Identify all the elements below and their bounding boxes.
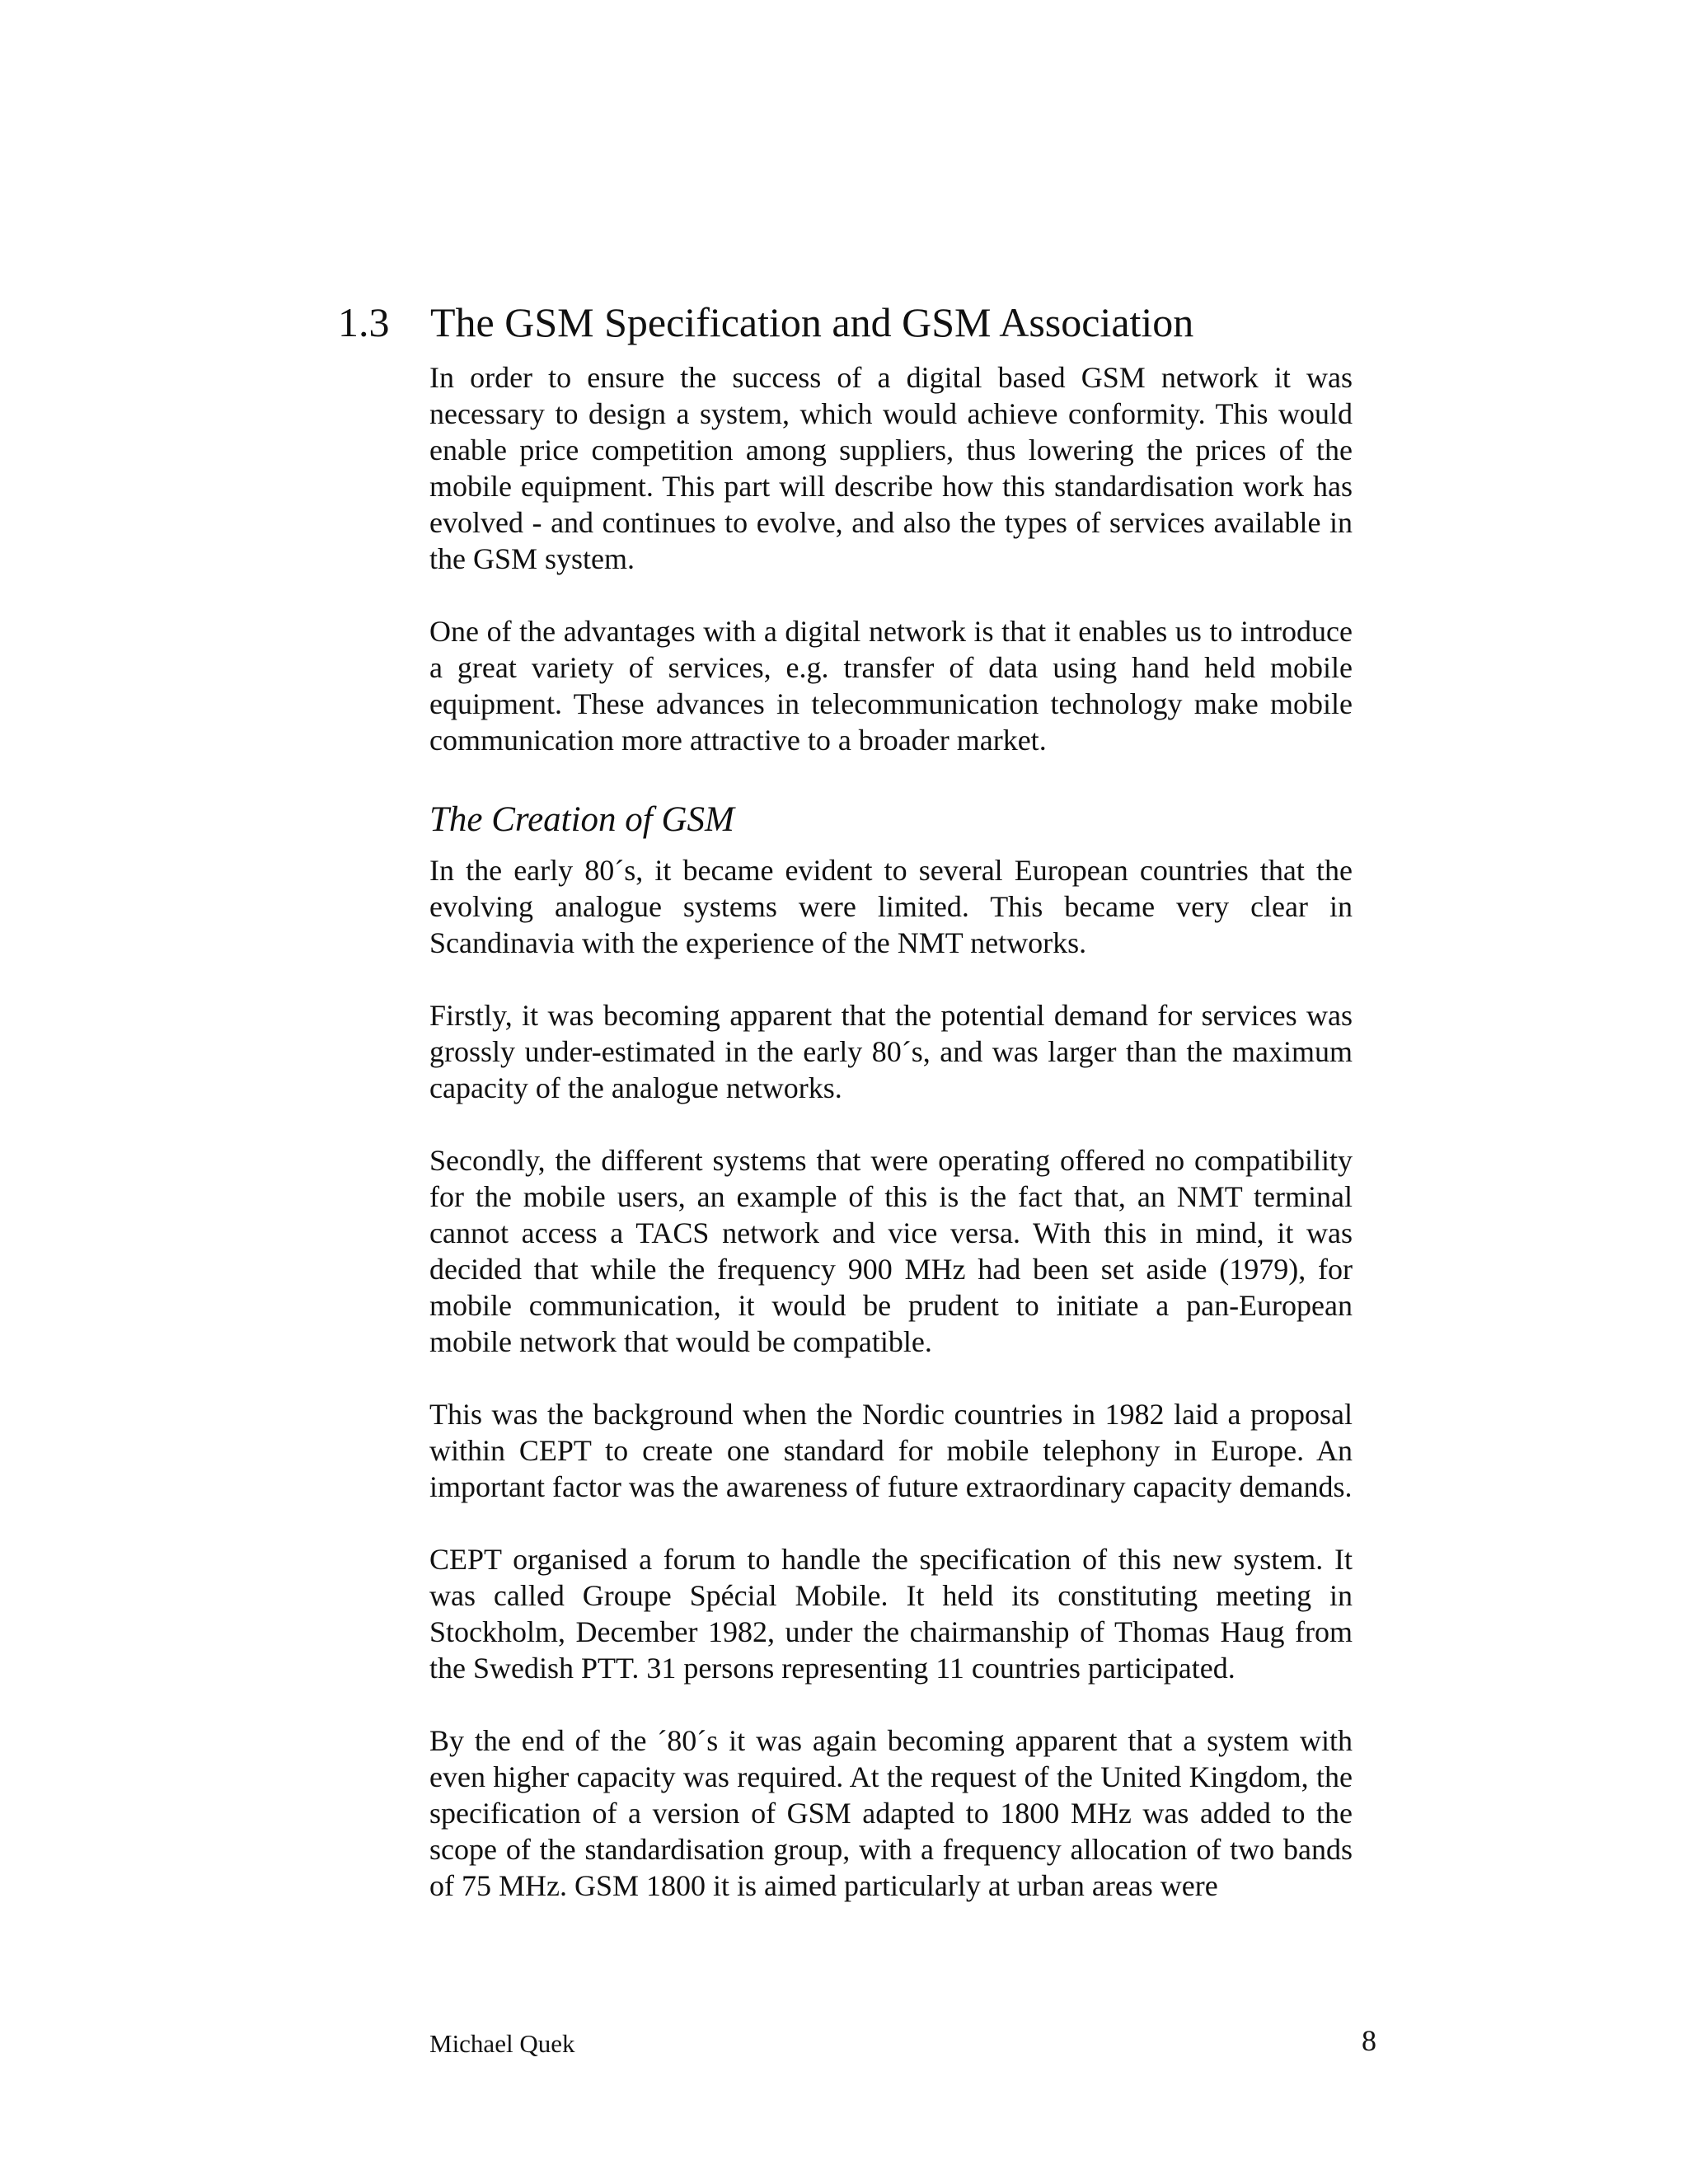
paragraph-background: This was the background when the Nordic countries in 1982 laid a proposal within CEPT to create one standard for mobile telephony in Europe. An important factor was the awareness of future extraordinary capacity demands. — [429, 1398, 1353, 1503]
paragraph-advantages: One of the advantages with a digital network is that it enables us to introduce a great variety of services, e.g. transfer of data using hand held mobile equipment. These advances in telecommunication technology make mobile communication more attractive to a broader market. — [429, 615, 1353, 757]
subsection-heading: The Creation of GSM — [429, 800, 734, 839]
paragraph-early-80s: In the early 80´s, it became evident to several European countries that the evolving analogue systems were limited. This became very clear in Scandinavia with the experience of the NMT networks. — [429, 854, 1353, 959]
paragraph-cept-forum: CEPT organised a forum to handle the specification of this new system. It was called Groupe Spécial Mobile. It held its constituting meeting in Stockholm, December 1982, under the chairmanship of Thomas Haug from the Swedish PTT. 31 persons representing 11 countries participated. — [429, 1543, 1353, 1685]
paragraph-secondly: Secondly, the different systems that were operating offered no compatibility for the mobile users, an example of this is the fact that, an NMT terminal cannot access a TACS network and vice versa. With this in mind, it was decided that while the frequency 900 MHz had been set aside (1979), for mobile communication, it would be prudent to initiate a pan-European mobile network that would be compatible. — [429, 1144, 1353, 1358]
section-heading — [338, 295, 1409, 349]
footer-author: Michael Quek — [429, 2029, 575, 2058]
paragraph-firstly: Firstly, it was becoming apparent that the potential demand for services was grossly under-estimated in the early 80´s, and was larger than the maximum capacity of the analogue networks. — [429, 999, 1353, 1104]
section-title: The GSM Specification and GSM Association — [430, 299, 1194, 345]
page-number: 8 — [1362, 2024, 1376, 2057]
paragraph-intro: In order to ensure the success of a digital based GSM network it was necessary to design a system, which would achieve conformity. This would enable price competition among suppliers, thus lowering the prices of the mobile equipment. This part will describe how this standardisation work has evolved - and continues to evolve, and also the types of services available in the GSM system. — [429, 361, 1353, 575]
paragraph-end-of-80s: By the end of the ´80´s it was again becoming apparent that a system with even higher capacity was required. At the request of the United Kingdom, the specification of a version of GSM adapted to 1800 MHz was added to the scope of the standardisation group, with a frequency allocation of two bands of 75 MHz. GSM 1800 it is aimed particularly at urban areas were — [429, 1724, 1353, 1902]
body-text — [429, 359, 1353, 1940]
section-number: 1.3 — [338, 299, 390, 345]
